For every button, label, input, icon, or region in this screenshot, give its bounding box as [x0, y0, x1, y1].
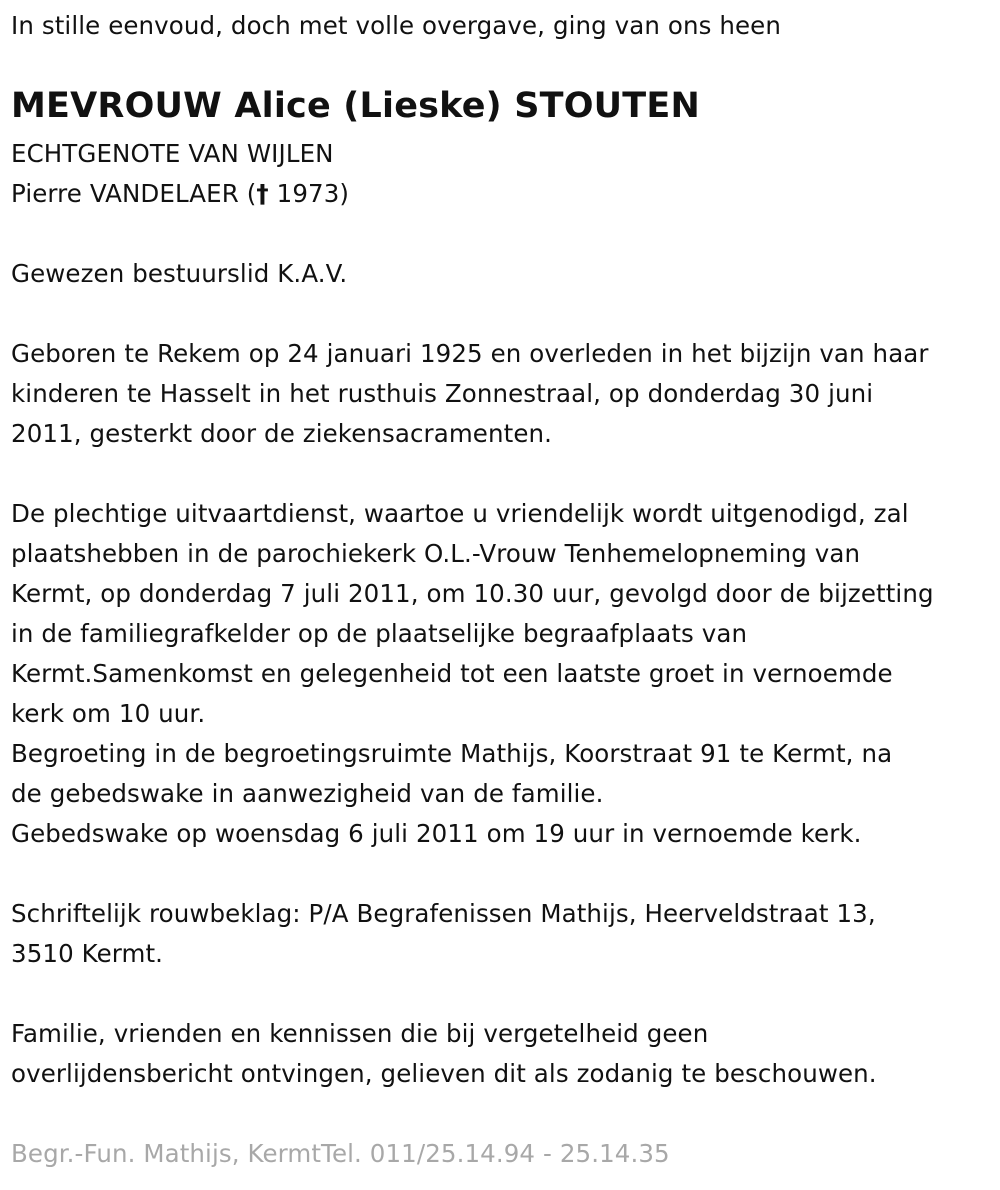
- paragraph-line: in de familiegrafkelder op de plaatselijke begraafplaats van: [11, 619, 748, 648]
- paragraph-line: Kermt, op donderdag 7 juli 2011, om 10.30 uur, gevolgd door de bijzetting: [11, 579, 934, 608]
- funeral-block: [11, 494, 934, 854]
- condolences-block: [11, 894, 876, 974]
- paragraph-line: kerk om 10 uur.: [11, 699, 206, 728]
- cross-icon: †: [256, 179, 269, 208]
- paragraph-line: Begroeting in de begroetingsruimte Mathijs, Koorstraat 91 te Kermt, na: [11, 739, 893, 768]
- role-text: Gewezen bestuurslid K.A.V.: [11, 259, 348, 288]
- birth-death-block: [11, 334, 929, 454]
- paragraph-line: de gebedswake in aanwezigheid van de familie.: [11, 779, 604, 808]
- spouse-title: ECHTGENOTE VAN WIJLEN: [11, 139, 334, 168]
- paragraph-line: overlijdensbericht ontvingen, gelieven dit als zodanig te beschouwen.: [11, 1059, 877, 1088]
- paragraph-line: 2011, gesterkt door de ziekensacramenten.: [11, 419, 553, 448]
- paragraph-line: De plechtige uitvaartdienst, waartoe u vriendelijk wordt uitgenodigd, zal: [11, 499, 909, 528]
- closing-block: [11, 1014, 877, 1094]
- paragraph-line: kinderen te Hasselt in het rusthuis Zonnestraal, op donderdag 30 juni: [11, 379, 874, 408]
- spouse-name-line: [11, 174, 349, 214]
- paragraph-line: 3510 Kermt.: [11, 939, 164, 968]
- paragraph-line: Gebedswake op woensdag 6 juli 2011 om 19 uur in vernoemde kerk.: [11, 819, 862, 848]
- funeral-home-footer: Begr.-Fun. Mathijs, KermtTel. 011/25.14.94 - 25.14.35: [11, 1139, 670, 1168]
- deceased-name: MEVROUW Alice (Lieske) STOUTEN: [11, 86, 700, 126]
- role-block: [11, 254, 347, 294]
- paragraph-line: Familie, vrienden en kennissen die bij vergetelheid geen: [11, 1019, 709, 1048]
- paragraph-line: plaatshebben in de parochiekerk O.L.-Vrouw Tenhemelopneming van: [11, 539, 861, 568]
- spouse-name: Pierre VANDELAER (: [11, 179, 257, 208]
- paragraph-line: Geboren te Rekem op 24 januari 1925 en overleden in het bijzijn van haar: [11, 339, 929, 368]
- spouse-block: [11, 134, 349, 214]
- paragraph-line: Kermt.Samenkomst en gelegenheid tot een laatste groet in vernoemde: [11, 659, 893, 688]
- intro-text: In stille eenvoud, doch met volle overgave, ging van ons heen: [11, 11, 781, 40]
- paragraph-line: Schriftelijk rouwbeklag: P/A Begrafenissen Mathijs, Heerveldstraat 13,: [11, 899, 876, 928]
- spouse-death-year: 1973): [268, 179, 350, 208]
